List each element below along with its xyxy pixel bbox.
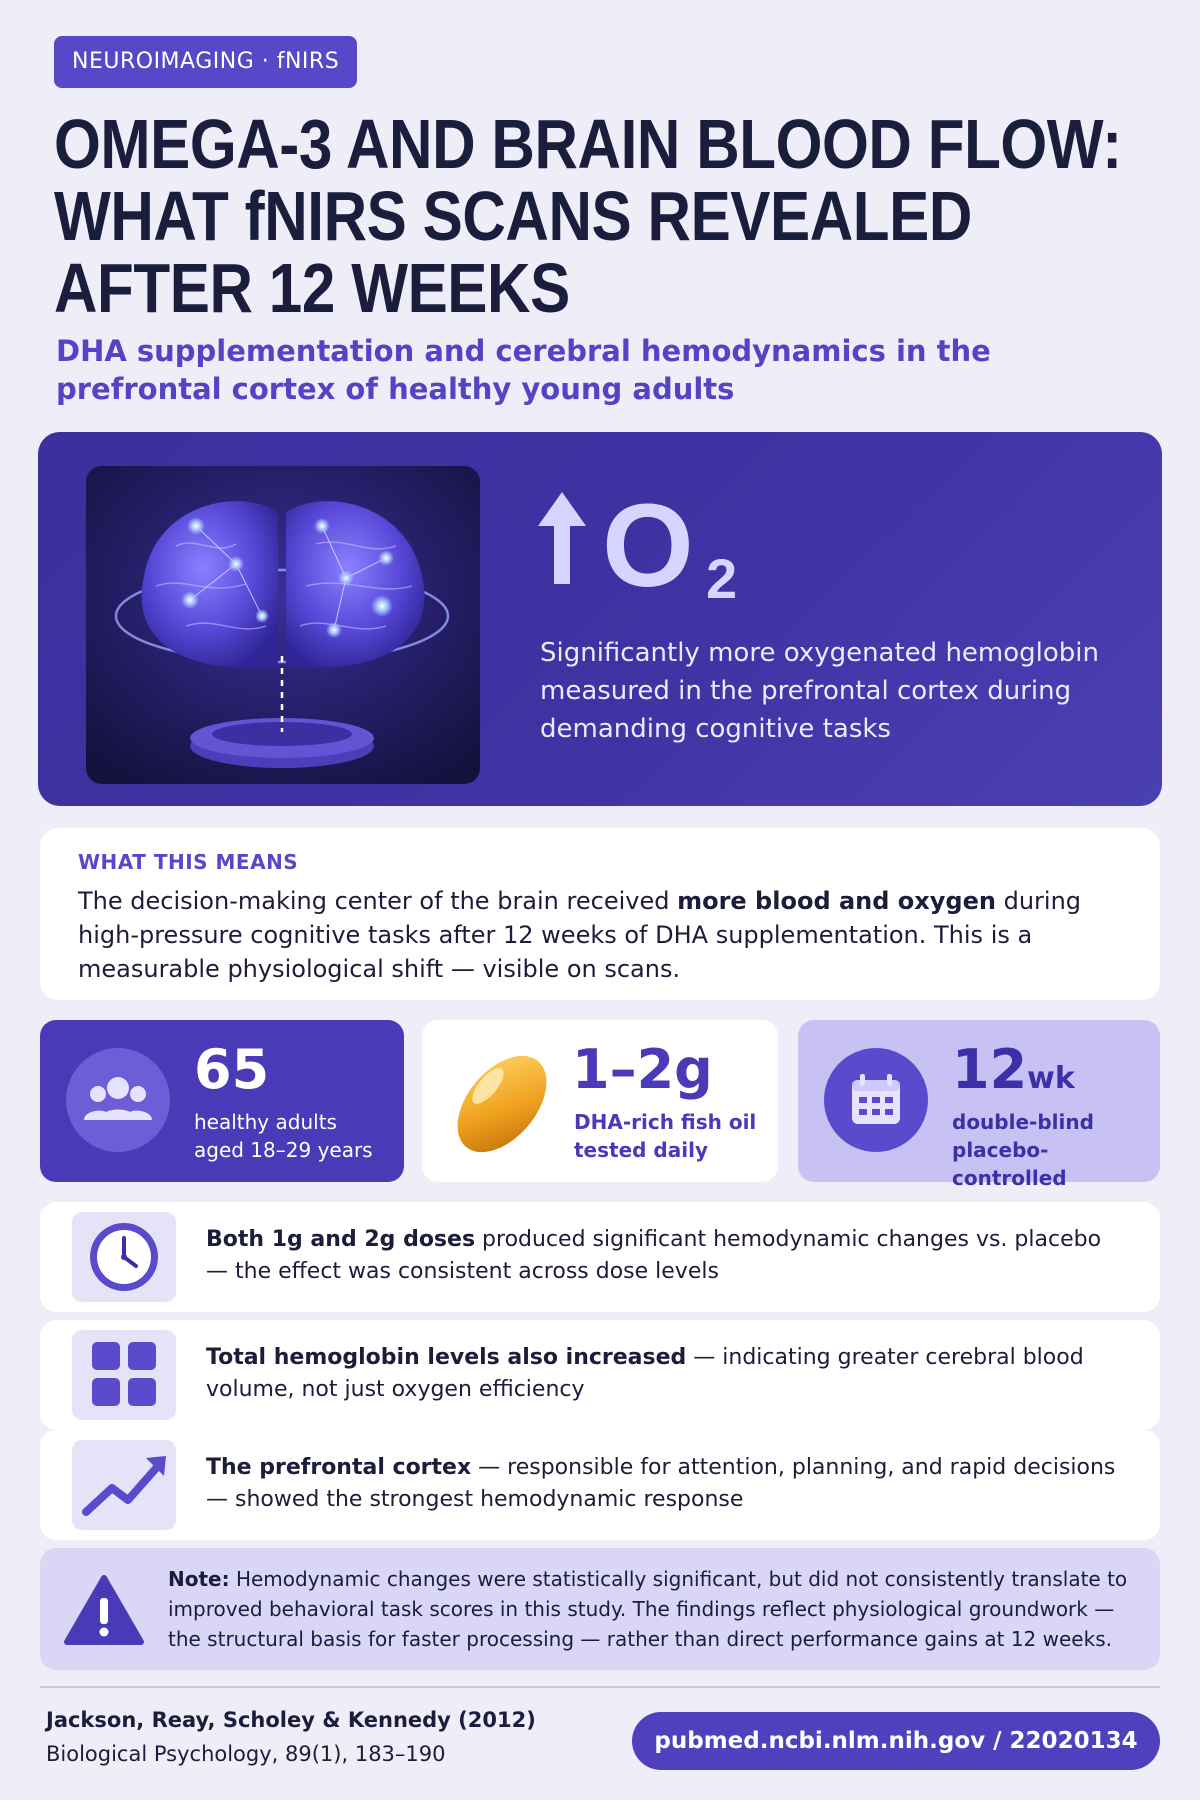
calendar-icon bbox=[824, 1048, 928, 1152]
footer-divider bbox=[40, 1686, 1160, 1688]
finding-text: The prefrontal cortex — responsible for attention, planning, and rapid decisions — showed the strongest hemodynamic response bbox=[206, 1455, 1116, 1512]
means-highlight: more blood and oxygen bbox=[677, 887, 996, 915]
page-subtitle: DHA supplementation and cerebral hemodynamics in the prefrontal cortex of healthy young adults bbox=[56, 334, 991, 406]
citation-authors: Jackson, Reay, Scholey & Kennedy (2012) bbox=[46, 1708, 536, 1732]
title-line-1: OMEGA-3 AND BRAIN BLOOD FLOW: bbox=[54, 105, 1122, 183]
finding-text: Total hemoglobin levels also increased — indicating greater cerebral blood volume, not just oxygen efficiency bbox=[206, 1345, 1084, 1402]
stat-description: double-blind placebo-controlled bbox=[952, 1110, 1094, 1190]
stat-dose bbox=[422, 1020, 778, 1182]
category-badge: NEUROIMAGING · fNIRS bbox=[54, 36, 357, 88]
svg-text:2: 2 bbox=[706, 547, 738, 604]
svg-text:O: O bbox=[602, 484, 694, 604]
pubmed-link[interactable]: pubmed.ncbi.nlm.nih.gov / 22020134 bbox=[632, 1712, 1160, 1770]
finding-row-dose bbox=[40, 1202, 1160, 1312]
stat-unit: wk bbox=[1027, 1061, 1075, 1096]
stat-description: DHA-rich fish oil tested daily bbox=[574, 1110, 757, 1162]
grid-icon bbox=[72, 1330, 176, 1420]
what-this-means-card bbox=[40, 828, 1160, 1000]
citation-journal: Biological Psychology, 89(1), 183–190 bbox=[46, 1742, 446, 1766]
finding-row-cortex bbox=[40, 1430, 1160, 1540]
note-callout bbox=[40, 1548, 1160, 1670]
hero-description: Significantly more oxygenated hemoglobin measured in the prefrontal cortex during demanding cognitive tasks bbox=[540, 638, 1099, 744]
finding-text: Both 1g and 2g doses produced significant hemodynamic changes vs. placebo — the effect was consistent across dose levels bbox=[206, 1227, 1102, 1284]
fish-oil-capsule-icon bbox=[442, 1042, 562, 1162]
arrow-up-icon bbox=[538, 492, 586, 584]
stat-value: 1–2g bbox=[572, 1038, 713, 1101]
stat-value: 65 bbox=[194, 1038, 270, 1101]
trend-up-icon bbox=[72, 1440, 176, 1530]
means-body: The decision-making center of the brain received more blood and oxygen during high-pressure cognitive tasks after 12 weeks of DHA supplementation. This is a measurable physiological shift — visible on scans. bbox=[78, 887, 1082, 983]
oxygen-increase-symbol bbox=[536, 484, 816, 604]
stat-participants bbox=[40, 1020, 404, 1182]
brain-hologram-icon bbox=[86, 466, 480, 784]
stat-duration bbox=[798, 1020, 1160, 1190]
hero-card bbox=[38, 432, 1162, 806]
clock-icon bbox=[72, 1212, 176, 1302]
people-icon bbox=[66, 1048, 170, 1152]
stat-description: healthy adults aged 18–29 years bbox=[194, 1110, 373, 1162]
page-title bbox=[54, 105, 1122, 327]
finding-row-hemoglobin bbox=[40, 1320, 1160, 1430]
stat-value: 12wk bbox=[952, 1038, 1075, 1101]
title-line-2: WHAT fNIRS SCANS REVEALED bbox=[54, 177, 972, 255]
means-label: WHAT THIS MEANS bbox=[78, 850, 299, 874]
note-text: Note: Hemodynamic changes were statistically significant, but did not consistently translate to improved behavioral task scores in this study. The findings reflect physiological groundwork — the structural basis for faster processing — rather than direct performance gains at 12 weeks. bbox=[168, 1567, 1128, 1651]
warning-icon bbox=[64, 1574, 144, 1646]
title-line-3: AFTER 12 WEEKS bbox=[54, 249, 570, 327]
